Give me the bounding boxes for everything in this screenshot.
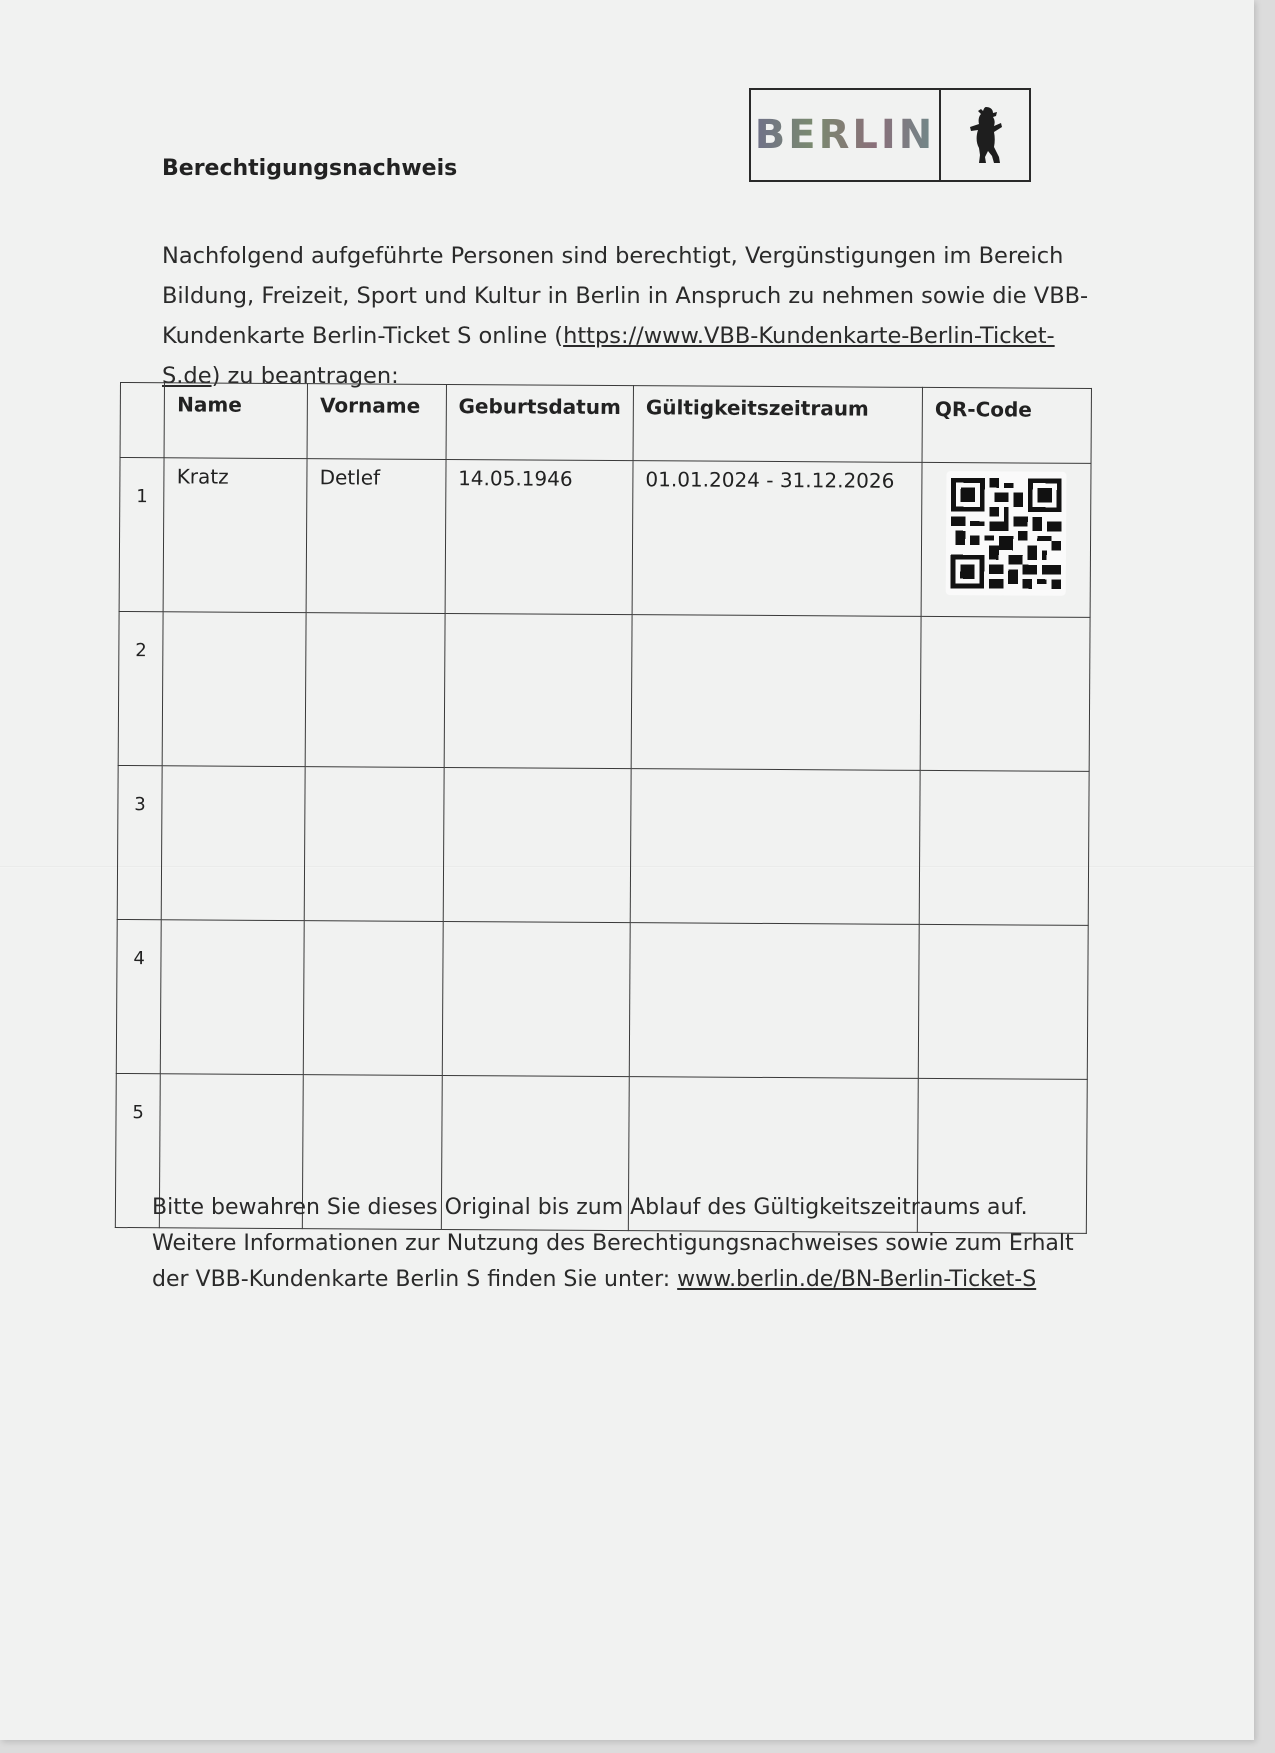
cell-geburtsdatum: [443, 767, 631, 922]
header-qr-code: QR-Code: [922, 387, 1091, 463]
logo-wordmark: BERLIN: [751, 90, 941, 180]
cell-vorname: [303, 921, 442, 1076]
table-header-row: [120, 383, 1091, 464]
intro-text-end: ) zu beantragen:: [211, 363, 399, 389]
berlin-logo: [749, 88, 1031, 182]
cell-name: Kratz: [163, 458, 307, 613]
row-number: 2: [118, 611, 163, 765]
header-gueltigkeitszeitraum: Gültigkeitszeitraum: [633, 386, 922, 463]
persons-table: [115, 382, 1092, 1234]
cell-qr: [921, 462, 1091, 617]
cell-geburtsdatum: [442, 921, 630, 1076]
cell-geburtsdatum: 14.05.1946: [445, 459, 633, 614]
header-geburtsdatum: Geburtsdatum: [446, 384, 634, 460]
header-number: [120, 383, 165, 458]
cell-zeitraum: [631, 615, 921, 771]
table-row: [117, 765, 1089, 925]
cell-zeitraum: [630, 769, 920, 925]
cell-zeitraum: 01.01.2024 - 31.12.2026: [632, 461, 922, 617]
table-row: [116, 919, 1088, 1079]
cell-name: [161, 920, 305, 1075]
qr-code-icon: [946, 471, 1067, 596]
header-vorname: Vorname: [307, 384, 446, 460]
footer-text: Bitte bewahren Sie dieses Original bis zum Ablauf des Gültigkeitszeitraums auf. Weitere Informationen zur Nutzung des Berechtigungsnachweises sowie zum Erhalt der VBB-Kundenkarte Berlin S finden Sie unter:: [152, 1195, 1074, 1292]
table-row: [119, 458, 1091, 618]
cell-name: [162, 612, 306, 767]
berlin-bear-icon: [941, 90, 1029, 180]
cell-qr: [919, 770, 1089, 925]
cell-geburtsdatum: [444, 613, 632, 768]
row-number: 3: [117, 765, 162, 919]
footer-paragraph: [152, 1190, 1082, 1298]
page-title: Berechtigungsnachweis: [162, 156, 458, 181]
header-name: Name: [164, 383, 307, 459]
row-number: 4: [116, 919, 161, 1073]
vbb-link[interactable]: https://www.VBB-Kundenkarte-Berlin-Ticket-S.de: [162, 323, 1055, 389]
cell-qr: [918, 924, 1088, 1079]
row-number: 1: [119, 458, 164, 612]
table-row: [118, 611, 1090, 771]
cell-zeitraum: [629, 923, 919, 1079]
cell-vorname: Detlef: [306, 459, 445, 614]
berlin-link[interactable]: www.berlin.de/BN-Berlin-Ticket-S: [677, 1267, 1037, 1292]
cell-vorname: [305, 613, 444, 768]
cell-vorname: [304, 767, 443, 922]
intro-paragraph: [162, 236, 1092, 396]
cell-name: [162, 766, 306, 921]
row-number: 5: [115, 1073, 160, 1227]
intro-text: Nachfolgend aufgeführte Personen sind berechtigt, Vergünstigungen im Bereich Bildung, Freizeit, Sport und Kultur in Berlin in Anspruch zu nehmen sowie die VBB-Kundenkarte Berlin-Ticket S online (: [162, 243, 1089, 349]
cell-qr: [920, 616, 1090, 771]
